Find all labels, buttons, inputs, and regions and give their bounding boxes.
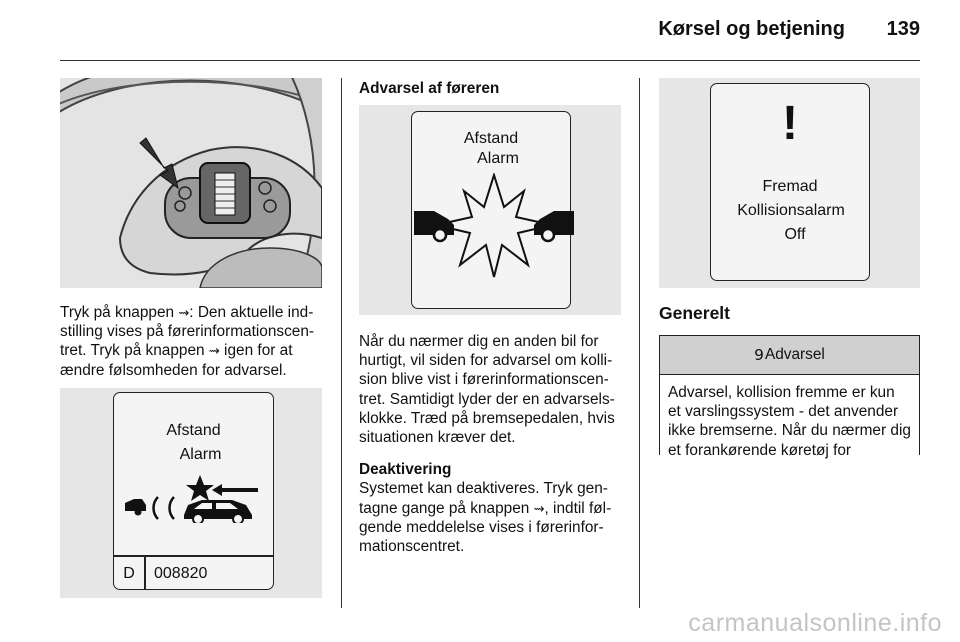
section-heading-driver-warning: Advarsel af føreren: [359, 80, 500, 97]
distance-alarm-display-figure: [60, 388, 322, 598]
warning-title: Advarsel: [764, 346, 825, 363]
watermark: carmanualsonline.info: [688, 609, 942, 637]
display-panel: [710, 83, 870, 281]
display-line2: Alarm: [179, 446, 222, 463]
display-line2: Alarm: [477, 150, 519, 167]
display-line1: Fremad: [762, 178, 818, 195]
column-divider-1: [341, 78, 342, 608]
column-divider-2: [639, 78, 640, 608]
warning-body: Advarsel, kollision fremme er kun et varslingssystem - det anvender ikke bremserne. Når du nærmer dig et forankørende køretøj for: [668, 384, 911, 459]
display-line3: Off: [784, 226, 806, 243]
display-line1: Afstand: [463, 130, 519, 147]
section-heading-general: Generelt: [659, 303, 730, 323]
steering-wheel-figure: [60, 78, 322, 288]
warning-icon: 9: [754, 346, 764, 364]
deactivation-heading: Deaktivering: [359, 461, 452, 479]
warning-header: [660, 336, 919, 375]
vehicle-distance-icon: [122, 473, 267, 523]
distance-button-icon: ⇝: [533, 500, 545, 516]
deactivation-paragraph: Systemet kan deaktiveres. Tryk gentagne gange på knappen ⇝, indtil følgende meddelelse vises i førerinformationscentret.: [359, 480, 612, 556]
warning-box: [659, 335, 920, 459]
display-code-letter: D: [123, 565, 135, 582]
col2-paragraph: Når du nærmer dig en anden bil for hurtigt, vil siden for advarsel om kollision blive vist i førerinformationscentret. Samtidigt lyder der en advarselsklokke. Træd på bremsepedalen, hvis situationen kræver det.: [359, 333, 615, 447]
display-line1: Afstand: [166, 422, 221, 439]
collision-alarm-off-figure: [659, 78, 920, 288]
collision-burst-icon: [414, 173, 574, 278]
header-rule: [60, 60, 920, 61]
exclamation-icon: !: [782, 97, 798, 150]
display-divider: [114, 555, 273, 557]
display-line2: Kollisionsalarm: [737, 202, 845, 219]
col1-paragraph: Tryk på knappen ⇝: Den aktuelle indstilling vises på førerinformationscentret. Tryk på knappen ⇝ igen for at ændre følsomheden for advarsel.: [60, 304, 315, 379]
display-code-value: 008820: [154, 565, 208, 582]
collision-alarm-display-figure: [359, 105, 621, 315]
page-number: 139: [886, 18, 920, 40]
distance-button-icon: ⇝: [208, 343, 220, 359]
running-header-title: Kørsel og betjening: [658, 18, 845, 40]
distance-button-icon: ⇝: [178, 305, 190, 320]
display-cell-divider: [144, 555, 146, 589]
display-panel: [113, 392, 274, 590]
col2-text: [359, 332, 625, 569]
